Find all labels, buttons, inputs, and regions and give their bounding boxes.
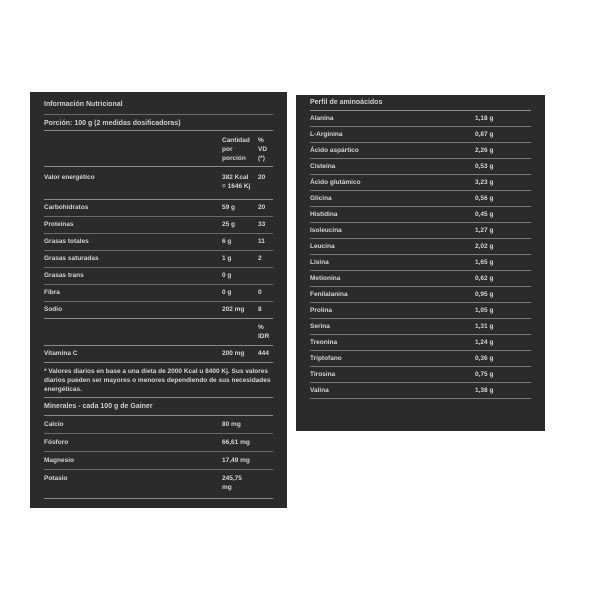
idr-header-row — [44, 319, 273, 346]
vitamin-idr: 444 — [258, 350, 269, 357]
list-item: Treonina 1,24 g — [310, 335, 531, 351]
nutrient-name: Proteínas — [44, 221, 74, 228]
table-row — [44, 234, 273, 251]
nutrient-name: Carbohidratos — [44, 204, 89, 211]
nutrient-amount: 382 Kcal = 1646 Kj — [222, 174, 251, 190]
table-row — [44, 470, 273, 499]
list-item: Alanina 1,18 g — [310, 111, 531, 127]
nutrient-name: Grasas totales — [44, 238, 89, 245]
table-row — [44, 285, 273, 302]
list-item: Lisina 1,65 g — [310, 255, 531, 271]
nutrient-vd: 20 — [258, 204, 266, 211]
list-item: Fenilalanina 0,95 g — [310, 287, 531, 303]
amino-title: Perfil de aminoácidos — [310, 95, 531, 111]
mineral-amount: 245,75 mg — [222, 475, 242, 491]
minerals-title: Minerales - cada 100 g de Gainer — [44, 398, 273, 416]
list-item: Ácido glutámico 3,23 g — [310, 175, 531, 191]
vd-column-header: % VD (*) — [258, 137, 268, 162]
list-item: Ácido aspártico 2,26 g — [310, 143, 531, 159]
nutrient-amount: 0 g — [222, 272, 232, 279]
list-item: Glicina 0,56 g — [310, 191, 531, 207]
portion-label: Porción: 100 g (2 medidas dosificadoras) — [44, 116, 273, 131]
amino-list — [310, 111, 531, 399]
nutrient-amount: 202 mg — [222, 306, 245, 313]
nutrient-name: Sodio — [44, 306, 63, 313]
mineral-amount: 80 mg — [222, 421, 241, 428]
nutrient-amount: 25 g — [222, 221, 236, 228]
nutrient-amount: 6 g — [222, 238, 232, 245]
table-row — [44, 434, 273, 452]
vitamin-amount: 200 mg — [222, 350, 245, 357]
mineral-amount: 17,49 mg — [222, 457, 250, 464]
amino-acid-profile-panel — [296, 95, 545, 431]
nutrient-name: Grasas trans — [44, 272, 84, 279]
list-item: Prolina 1,05 g — [310, 303, 531, 319]
list-item: Valina 1,38 g — [310, 383, 531, 399]
nutrient-name: Valor energético — [44, 174, 95, 181]
table-row — [44, 268, 273, 285]
mineral-amount: 66,61 mg — [222, 439, 250, 446]
mineral-name: Fósforo — [44, 439, 69, 446]
nutrient-name: Grasas saturadas — [44, 255, 99, 262]
list-item: Histidina 0,45 g — [310, 207, 531, 223]
nutrition-facts-panel — [30, 92, 287, 508]
table-row — [44, 200, 273, 217]
amount-column-header: Cantidad por porción — [222, 137, 250, 162]
list-item: Isoleucina 1,27 g — [310, 223, 531, 239]
list-item: Metionina 0,62 g — [310, 271, 531, 287]
vitamin-name: Vitamina C — [44, 350, 78, 357]
mineral-name: Potasio — [44, 475, 68, 482]
nutrient-amount: 0 g — [222, 289, 232, 296]
table-row — [44, 416, 273, 434]
nutrient-vd: 8 — [258, 306, 262, 313]
table-row — [44, 251, 273, 268]
column-header-row — [44, 131, 273, 167]
list-item: Cisteína 0,53 g — [310, 159, 531, 175]
table-row — [44, 167, 273, 200]
nutrient-amount: 59 g — [222, 204, 236, 211]
nutrient-amount: 1 g — [222, 255, 232, 262]
footnote: * Valores diarios en base a una dieta de 2000 Kcal u 8400 Kj. Sus valores diarios pueden ser mayores o menores dependiendo de sus necesidades energéticas. — [44, 363, 273, 398]
nutrition-title: Información Nutricional — [44, 98, 273, 115]
mineral-name: Magnesio — [44, 457, 74, 464]
vitamin-row — [44, 346, 273, 363]
nutrient-name: Fibra — [44, 289, 60, 296]
nutrient-vd: 20 — [258, 174, 266, 181]
idr-column-header: % IDR — [258, 324, 270, 340]
nutrient-vd: 33 — [258, 221, 266, 228]
table-row — [44, 217, 273, 234]
list-item: L-Arginina 0,87 g — [310, 127, 531, 143]
list-item: Leucina 2,02 g — [310, 239, 531, 255]
table-row — [44, 302, 273, 319]
nutrient-vd: 2 — [258, 255, 262, 262]
list-item: Serina 1,31 g — [310, 319, 531, 335]
table-row — [44, 452, 273, 470]
list-item: Tirosina 0,75 g — [310, 367, 531, 383]
nutrient-vd: 0 — [258, 289, 262, 296]
nutrient-vd: 11 — [258, 238, 265, 245]
mineral-name: Calcio — [44, 421, 64, 428]
list-item: Triptofano 0,36 g — [310, 351, 531, 367]
